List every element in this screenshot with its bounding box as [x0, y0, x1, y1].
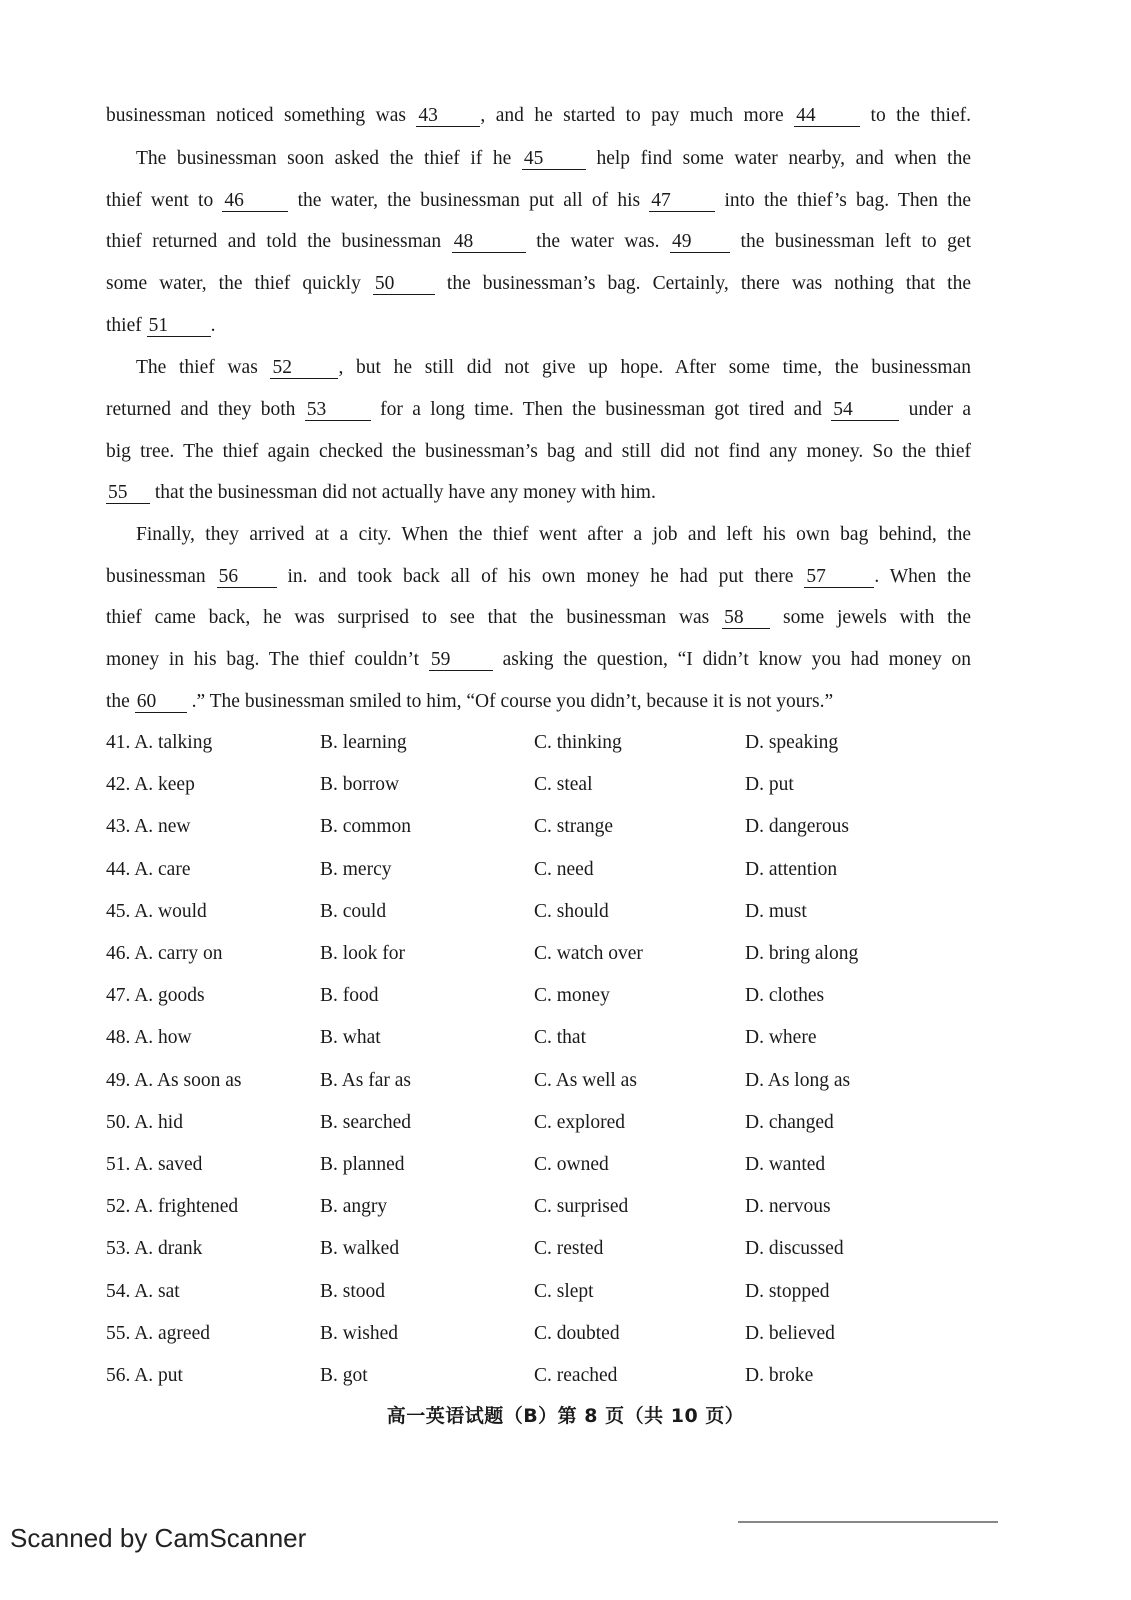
option-letter: B.	[320, 900, 343, 922]
option-letter: C.	[534, 1154, 557, 1175]
option-text: broke	[768, 1365, 814, 1386]
option-text: watch over	[556, 943, 643, 964]
passage-text: . When the	[874, 566, 971, 587]
option-text: explored	[556, 1111, 625, 1133]
option-letter: D.	[745, 1154, 769, 1175]
passage-text: to the thief.	[860, 105, 972, 126]
option-text: how	[158, 1027, 192, 1049]
option-letter: C.	[534, 1280, 557, 1302]
blank-52: 52	[270, 358, 338, 379]
option-letter: B.	[320, 774, 343, 796]
option-text: bring along	[768, 943, 859, 964]
passage-line	[136, 147, 971, 171]
question-number: 50	[106, 1111, 126, 1133]
option-text: discussed	[768, 1238, 844, 1260]
option-text: reached	[556, 1365, 618, 1386]
option-letter: A.	[134, 943, 159, 964]
blank-48: 48	[452, 232, 526, 253]
question-number: 54	[106, 1280, 126, 1302]
passage-text: returned and they both	[106, 399, 305, 420]
option-letter: D.	[745, 1196, 769, 1218]
option-46-a: 46. A. carry on	[106, 943, 223, 964]
passage-line	[106, 314, 971, 338]
question-number: 41	[106, 732, 126, 753]
question-number: 52	[106, 1196, 126, 1218]
passage-text: for a long time. Then the businessman got tired and	[370, 399, 832, 420]
option-44-a: 44. A. care	[106, 858, 191, 880]
option-letter: B.	[320, 1322, 343, 1344]
option-text: stopped	[768, 1280, 830, 1302]
option-letter: D.	[745, 900, 769, 922]
question-number: 53	[106, 1238, 126, 1260]
option-52-a: 52. A. frightened	[106, 1196, 239, 1218]
passage-line	[136, 356, 971, 380]
passage-text: The businessman soon asked the thief if he	[136, 148, 522, 169]
option-text: saved	[158, 1154, 203, 1175]
option-letter: D.	[745, 816, 769, 838]
option-54-c	[534, 1280, 594, 1304]
option-text: speaking	[768, 732, 839, 753]
option-letter: A.	[134, 1027, 159, 1049]
question-number: 51	[106, 1154, 126, 1175]
passage-text: in. and took back all of his own money he had put there	[276, 566, 805, 587]
option-48-d	[745, 1026, 816, 1050]
option-text: changed	[768, 1111, 834, 1133]
passage-text: .” The businessman smiled to him, “Of course you didn’t, because it is not yours.”	[186, 691, 834, 712]
passage-line	[106, 189, 971, 213]
passage-line	[106, 440, 971, 464]
option-letter: C.	[534, 732, 557, 753]
option-letter: D.	[745, 943, 769, 964]
option-letter: C.	[534, 1111, 557, 1133]
option-text: care	[158, 858, 191, 880]
blank-59: 59	[429, 650, 493, 671]
passage-line	[106, 648, 971, 672]
option-text: doubted	[556, 1322, 620, 1344]
option-letter: C.	[534, 943, 557, 964]
option-41-a: 41. A. talking	[106, 732, 213, 753]
option-letter: D.	[745, 985, 769, 1007]
passage-line	[106, 565, 971, 589]
option-48-a: 48. A. how	[106, 1027, 192, 1049]
option-51-b	[320, 1153, 405, 1177]
option-48-c	[534, 1026, 586, 1050]
option-text: would	[158, 900, 207, 922]
option-53-d	[745, 1237, 844, 1261]
passage-text: businessman noticed something was	[106, 105, 417, 126]
option-text: keep	[158, 774, 195, 796]
option-text: wanted	[768, 1154, 826, 1175]
option-55-a: 55. A. agreed	[106, 1322, 210, 1344]
passage-text: help find some water nearby, and when the	[585, 148, 972, 169]
passage-text: asking the question, “I didn’t know you had money on	[492, 649, 972, 670]
blank-44: 44	[794, 106, 860, 127]
passage-line	[106, 690, 971, 714]
option-letter: B.	[320, 1280, 343, 1302]
option-text: strange	[556, 816, 614, 838]
option-letter: C.	[534, 1322, 557, 1344]
question-number: 49	[106, 1069, 126, 1091]
option-45-d	[745, 900, 807, 924]
option-text: walked	[342, 1238, 400, 1260]
option-text: dangerous	[768, 816, 849, 838]
passage-text: Finally, they arrived at a city. When the thief went after a job and left his own bag behind, the	[136, 524, 971, 545]
option-44-c	[534, 858, 594, 882]
option-41-c	[534, 731, 622, 755]
blank-56: 56	[217, 567, 277, 588]
passage-text: the water was.	[525, 231, 671, 252]
blank-45: 45	[522, 149, 586, 170]
option-50-d	[745, 1111, 834, 1135]
option-letter: C.	[534, 816, 557, 838]
option-letter: D.	[745, 1069, 768, 1091]
option-letter: D.	[745, 1238, 769, 1260]
option-letter: B.	[320, 1196, 343, 1218]
option-51-a: 51. A. saved	[106, 1154, 203, 1175]
option-letter: A.	[134, 774, 159, 796]
option-letter: A.	[134, 985, 159, 1007]
option-55-b	[320, 1322, 398, 1346]
passage-text: the water, the businessman put all of his	[288, 190, 650, 211]
question-number: 45	[106, 900, 126, 922]
option-letter: B.	[320, 1365, 343, 1386]
passage-text: big tree. The thief again checked the businessman’s bag and still did not find any money. So the thief	[106, 441, 971, 462]
option-48-b	[320, 1026, 381, 1050]
passage-line	[106, 481, 971, 505]
option-41-d	[745, 731, 838, 755]
scanner-watermark: Scanned by CamScanner	[10, 1523, 307, 1553]
option-43-a: 43. A. new	[106, 816, 191, 838]
option-text: owned	[556, 1154, 609, 1175]
passage-text: businessman	[106, 566, 217, 587]
option-text: steal	[556, 774, 593, 796]
question-number: 55	[106, 1322, 126, 1344]
passage-line	[106, 398, 971, 422]
option-text: goods	[158, 985, 205, 1007]
option-text: searched	[342, 1111, 411, 1133]
option-text: could	[342, 900, 387, 922]
option-55-c	[534, 1322, 620, 1346]
option-47-c	[534, 984, 610, 1008]
option-text: As well as	[555, 1069, 637, 1091]
option-letter: C.	[534, 1196, 557, 1218]
option-letter: A.	[134, 732, 159, 753]
option-45-c	[534, 900, 609, 924]
blank-46: 46	[222, 191, 288, 212]
option-letter: A.	[134, 1111, 159, 1133]
option-56-c	[534, 1364, 617, 1388]
option-letter: B.	[320, 858, 343, 880]
question-number: 46	[106, 943, 126, 964]
option-54-d	[745, 1280, 830, 1304]
option-51-d	[745, 1153, 825, 1177]
option-47-b	[320, 984, 379, 1008]
passage-text: , but he still did not give up hope. After some time, the businessman	[338, 357, 971, 378]
passage-text: the businessman left to get	[730, 231, 971, 252]
option-text: agreed	[158, 1322, 210, 1344]
option-letter: C.	[534, 985, 557, 1007]
option-42-a: 42. A. keep	[106, 774, 195, 796]
option-53-c	[534, 1237, 603, 1261]
option-text: wished	[342, 1322, 399, 1344]
passage-line	[106, 606, 971, 630]
option-text: hid	[158, 1111, 183, 1133]
blank-53: 53	[305, 400, 371, 421]
option-54-a: 54. A. sat	[106, 1280, 180, 1302]
option-text: carry on	[158, 943, 223, 964]
option-letter: B.	[320, 943, 343, 964]
passage-line	[106, 104, 971, 128]
option-letter: C.	[534, 900, 557, 922]
option-text: rested	[556, 1238, 604, 1260]
option-text: stood	[342, 1280, 386, 1302]
passage-text: thief returned and told the businessman	[106, 231, 452, 252]
option-41-b	[320, 731, 407, 755]
option-letter: D.	[745, 1111, 769, 1133]
option-text: common	[342, 816, 412, 838]
option-text: As soon as	[156, 1069, 242, 1091]
option-text: what	[342, 1027, 381, 1049]
passage-text: thief	[106, 315, 147, 336]
option-53-b	[320, 1237, 399, 1261]
blank-60: 60	[135, 692, 187, 713]
option-46-b	[320, 942, 405, 966]
passage-text: The thief was	[136, 357, 271, 378]
option-text: drank	[158, 1238, 203, 1260]
option-letter: C.	[534, 1238, 557, 1260]
blank-43: 43	[416, 106, 480, 127]
option-letter: C.	[534, 858, 557, 880]
option-42-b	[320, 773, 399, 797]
blank-51: 51	[147, 316, 211, 337]
option-letter: B.	[320, 1069, 342, 1091]
option-49-c	[534, 1069, 637, 1093]
option-55-d	[745, 1322, 835, 1346]
passage-line	[106, 230, 971, 254]
option-text: put	[158, 1365, 183, 1386]
page-footer: 高一英语试题（B）第 8 页（共 10 页）	[386, 1405, 745, 1427]
passage-text: thief went to	[106, 190, 223, 211]
option-text: talking	[158, 732, 213, 753]
option-56-d	[745, 1364, 813, 1388]
option-letter: A.	[134, 1154, 159, 1175]
option-49-d	[745, 1069, 850, 1093]
option-letter: A.	[134, 1069, 157, 1091]
option-text: food	[342, 985, 379, 1007]
option-43-d	[745, 815, 849, 839]
option-text: must	[768, 900, 807, 922]
blank-58: 58	[722, 608, 770, 629]
option-text: slept	[556, 1280, 594, 1302]
option-54-b	[320, 1280, 385, 1304]
option-letter: A.	[134, 816, 159, 838]
option-50-b	[320, 1111, 411, 1135]
option-letter: D.	[745, 1280, 769, 1302]
passage-text: that the businessman did not actually have any money with him.	[150, 482, 656, 503]
option-letter: A.	[134, 858, 159, 880]
option-text: money	[556, 985, 610, 1007]
question-number: 48	[106, 1027, 126, 1049]
question-number: 44	[106, 858, 126, 880]
question-number: 56	[106, 1365, 126, 1386]
option-46-c	[534, 942, 643, 966]
option-43-c	[534, 815, 613, 839]
option-text: As long as	[767, 1069, 851, 1091]
option-letter: B.	[320, 732, 343, 753]
option-text: borrow	[342, 774, 400, 796]
option-text: need	[556, 858, 594, 880]
passage-text: under a	[899, 399, 971, 420]
option-letter: B.	[320, 1238, 343, 1260]
passage-line	[106, 272, 971, 296]
option-text: surprised	[556, 1196, 629, 1218]
option-text: put	[768, 774, 794, 796]
blank-47: 47	[649, 191, 715, 212]
option-text: that	[556, 1027, 587, 1049]
question-number: 42	[106, 774, 126, 796]
blank-49: 49	[670, 232, 730, 253]
option-letter: B.	[320, 1111, 343, 1133]
option-letter: D.	[745, 1365, 769, 1386]
option-text: sat	[158, 1280, 180, 1302]
blank-50: 50	[373, 274, 435, 295]
option-letter: C.	[534, 774, 557, 796]
option-50-c	[534, 1111, 625, 1135]
option-44-d	[745, 858, 837, 882]
option-45-b	[320, 900, 386, 924]
option-letter: A.	[134, 900, 159, 922]
option-56-b	[320, 1364, 368, 1388]
option-letter: B.	[320, 1027, 343, 1049]
option-text: new	[158, 816, 191, 838]
option-49-a: 49. A. As soon as	[106, 1069, 242, 1091]
option-43-b	[320, 815, 411, 839]
option-letter: D.	[745, 774, 769, 796]
option-47-a: 47. A. goods	[106, 985, 205, 1007]
option-text: clothes	[768, 985, 825, 1007]
passage-text: the	[106, 691, 135, 712]
option-text: look for	[342, 943, 406, 964]
option-letter: B.	[320, 985, 343, 1007]
option-text: planned	[342, 1154, 405, 1175]
option-text: got	[342, 1365, 368, 1386]
option-45-a: 45. A. would	[106, 900, 207, 922]
passage-text: the businessman’s bag. Certainly, there was nothing that the	[434, 273, 971, 294]
blank-57: 57	[804, 567, 874, 588]
passage-text: some jewels with the	[770, 607, 972, 628]
option-56-a: 56. A. put	[106, 1365, 183, 1386]
option-text: frightened	[158, 1196, 239, 1218]
passage-line	[136, 523, 971, 547]
option-53-a: 53. A. drank	[106, 1238, 203, 1260]
option-47-d	[745, 984, 824, 1008]
option-text: mercy	[342, 858, 392, 880]
option-letter: B.	[320, 816, 343, 838]
option-text: attention	[768, 858, 838, 880]
option-text: thinking	[556, 732, 622, 753]
passage-text: money in his bag. The thief couldn’t	[106, 649, 429, 670]
option-letter: C.	[534, 1365, 557, 1386]
question-number: 47	[106, 985, 126, 1007]
option-text: nervous	[768, 1196, 831, 1218]
option-letter: B.	[320, 1154, 343, 1175]
scan-edge-line	[738, 1521, 998, 1523]
passage-text: .	[210, 315, 216, 336]
option-text: believed	[768, 1322, 835, 1344]
option-42-d	[745, 773, 794, 797]
option-text: learning	[342, 732, 407, 753]
option-52-d	[745, 1195, 831, 1219]
option-text: should	[556, 900, 609, 922]
option-letter: A.	[134, 1280, 159, 1302]
option-letter: D.	[745, 1027, 769, 1049]
option-52-c	[534, 1195, 628, 1219]
passage-text: into the thief’s bag. Then the	[715, 190, 971, 211]
option-letter: C.	[534, 1069, 556, 1091]
option-letter: C.	[534, 1027, 557, 1049]
blank-55: 55	[106, 483, 150, 504]
option-text: where	[768, 1027, 817, 1049]
option-51-c	[534, 1153, 609, 1177]
option-44-b	[320, 858, 392, 882]
option-text: angry	[342, 1196, 388, 1218]
option-letter: D.	[745, 732, 769, 753]
option-letter: A.	[134, 1238, 159, 1260]
question-number: 43	[106, 816, 126, 838]
blank-54: 54	[831, 400, 899, 421]
option-text: As far as	[341, 1069, 411, 1091]
option-49-b	[320, 1069, 411, 1093]
option-42-c	[534, 773, 593, 797]
option-letter: D.	[745, 858, 769, 880]
option-letter: A.	[134, 1196, 159, 1218]
option-46-d	[745, 942, 858, 966]
option-52-b	[320, 1195, 387, 1219]
option-letter: A.	[134, 1322, 159, 1344]
passage-text: some water, the thief quickly	[106, 273, 373, 294]
option-50-a: 50. A. hid	[106, 1111, 183, 1133]
passage-text: , and he started to pay much more	[480, 105, 795, 126]
option-letter: D.	[745, 1322, 769, 1344]
passage-text: thief came back, he was surprised to see that the businessman was	[106, 607, 723, 628]
option-letter: A.	[134, 1365, 159, 1386]
